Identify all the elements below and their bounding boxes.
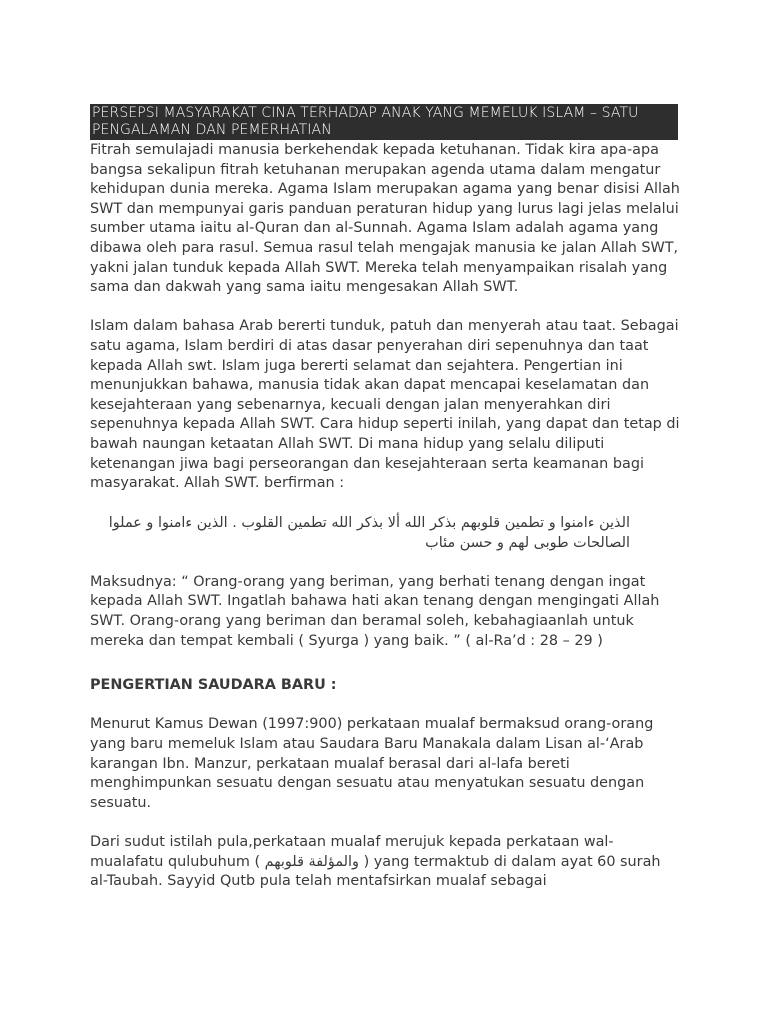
spacer [90,298,680,318]
verse-translation: Maksudnya: “ Orang-orang yang beriman, yang berhati tenang dengan ingat kepada Allah SWT. Ingatlah bahawa hati akan tenang dengan mengingati Allah SWT. Orang-orang yang beriman dan beramal soleh, kebahagiaanlah untuk mereka dan tempat kembali ( Syurga ) yang baik. ” ( al-Ra’d : 28 – 29 ) [90,573,660,649]
spacer [90,696,680,716]
paragraph-islam-meaning: Islam dalam bahasa Arab bererti tunduk, patuh dan menyerah atau taat. Sebagai satu agama, Islam berdiri di atas dasar penyerahan diri sepenuhnya dan taat kepada Allah swt. Islam juga bererti selamat dan sejahtera. Pengertian ini menunjukkan bahawa, manusia tidak akan dapat mencapai keselamatan dan kesejahteraan yang sebenarnya, kecuali dengan jalan menyerahkan diri sepenuhnya kepada Allah SWT. Cara hidup seperti inilah, yang dapat dan tetap di bawah naungan ketaatan Allah SWT. Di mana hidup yang selalu diliputi ketenangan jiwa bagi perseorangan dan kesejahteraan serta keamanan bagi masyarakat. Allah SWT. berfirman : [90,318,680,492]
document-title: PERSEPSI MASYARAKAT CINA TERHADAP ANAK YANG MEMELUK ISLAM – SATU PENGALAMAN DAN PEMERHATIAN [90,104,678,140]
arabic-verse: الذين ءامنوا و تطمين قلوبهم بذكر الله ألا بذكر الله تطمين القلوب . الذين ءامنوا و عملوا الصالحات طوبى لهم و حسن مئاب [108,515,630,552]
paragraph-intro: Fitrah semulajadi manusia berkehendak kepada ketuhanan. Tidak kira apa-apa bangsa sekalipun fitrah ketuhanan merupakan agenda utama dalam mengatur kehidupan dunia mereka. Agama Islam merupakan agama yang benar disisi Allah SWT dan mempunyai garis panduan peraturan hidup yang lurus lagi jelas melalui sumber utama iaitu al-Quran dan al-Sunnah. Agama Islam adalah agama yang dibawa oleh para rasul. Semua rasul telah mengajak manusia ke jalan Allah SWT, yakni jalan tunduk kepada Allah SWT. Mereka telah menyampaikan risalah yang sama dan dakwah yang sama iaitu mengesakan Allah SWT. [90,142,680,296]
spacer [90,553,680,573]
section-heading: PENGERTIAN SAUDARA BARU : [90,677,337,694]
spacer [90,813,680,833]
paragraph-definition: Menurut Kamus Dewan (1997:900) perkataan mualaf bermaksud orang-orang yang baru memeluk Islam atau Saudara Baru Manakala dalam Lisan al-‘Arab karangan Ibn. Manzur, perkataan mualaf berasal dari al-lafa bereti menghimpunkan sesuatu dengan sesuatu atau menyatukan sesuatu dengan sesuatu. [90,716,654,811]
document-page [90,104,680,892]
spacer [90,651,680,676]
spacer [90,494,680,514]
paragraph-terminology: Dari sudut istilah pula,perkataan mualaf merujuk kepada perkataan wal-mualafatu qulubuhum ( والمؤلفة قلوبهم ) yang termaktub di dalam ayat 60 surah al-Taubah. Sayyid Qutb pula telah mentafsirkan mualaf sebagai [90,834,661,890]
